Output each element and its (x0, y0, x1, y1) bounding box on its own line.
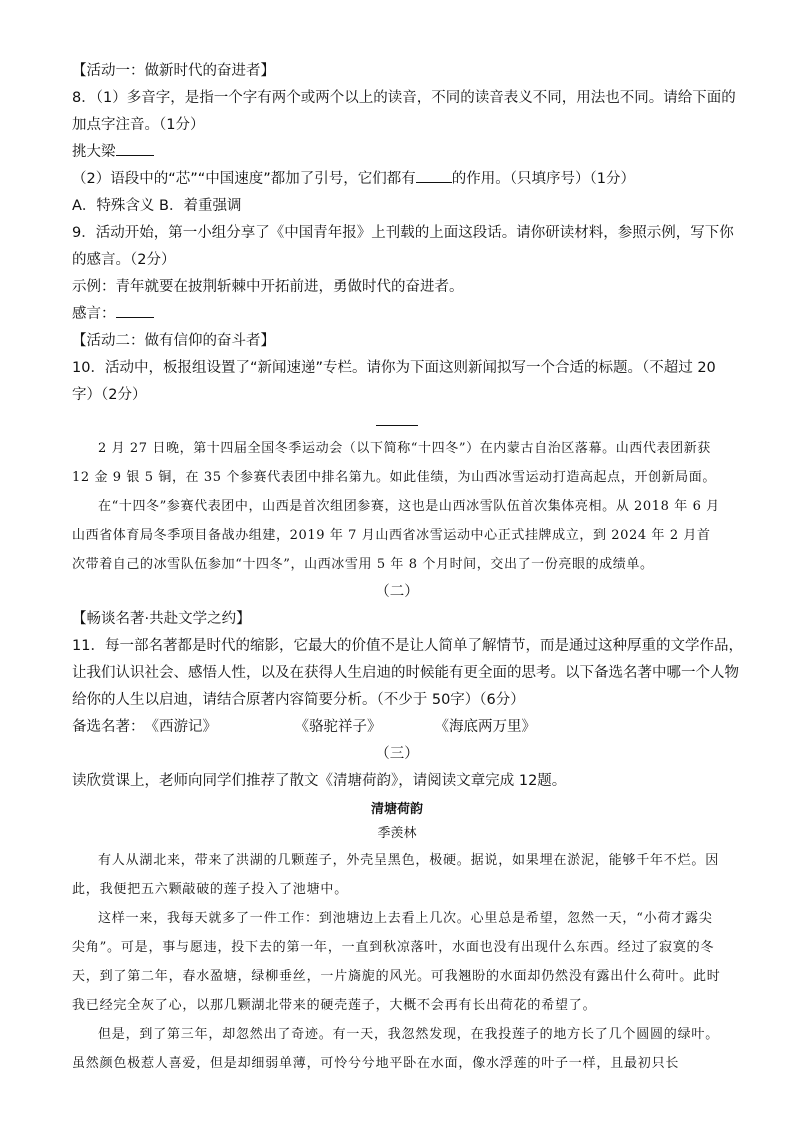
book-choices (72, 714, 722, 741)
q11-line-2: 让我们认识社会、感悟人性，以及在获得人生启迪的时候能有更全面的思考。以下备选名著中哪一个人物 (72, 665, 739, 681)
essay-paragraph-1: 有人从湖北来，带来了洪湖的几颗莲子，外壳呈黑色，极硬。据说，如果埋在淤泥，能够千年不烂。因此，我便把五六颗敲破的莲子投入了池塘中。 (72, 853, 720, 897)
book-option-2: 《骆驼祥子》 (294, 719, 382, 735)
q9-answer-row (72, 301, 722, 328)
q8-part2-suffix: 的作用。（只填序号）（1分） (451, 171, 636, 187)
exam-page (72, 58, 743, 1078)
essay-body (72, 846, 722, 1078)
books-label: 备选名著： (72, 719, 145, 735)
q9-example: 示例：青年就要在披荆斩棘中开拓前进，勇做时代的奋进者。 (72, 279, 464, 295)
q9-text: 9．活动开始，第一小组分享了《中国青年报》上刊载的上面这段话。请你研读材料，参照示例，写下你 (72, 225, 734, 241)
book-option-3: 《海底两万里》 (434, 719, 536, 735)
q8-part1-text: 8．（1）多音字，是指一个字有两个或两个以上的读音，不同的读音表义不同，用法也不同。请给下面的 (72, 90, 736, 106)
q9-text-cont: 的感言。（2分） (72, 252, 176, 268)
section-2-number: （二） (375, 584, 419, 600)
q8-part1-text-cont: 加点字注音。（1分） (72, 117, 205, 133)
q8-word: 挑大梁 (72, 144, 116, 160)
activity2-heading: 【活动二：做有信仰的奋斗者】 (72, 333, 275, 349)
q9-answer-blank[interactable] (116, 303, 154, 318)
news-paragraph-2: 在“十四冬”参赛代表团中，山西是首次组团参赛，这也是山西冰雪队伍首次集体亮相。从 2018 年 6 月山西省体育局冬季项目备战办组建，2019 年 7 月山西省冰雪运动中心正式挂牌成立，到 2024 年 2 月首次带着自己的冰雪队伍参加“十四冬”，山西冰雪用 5 年 8 个月时间，交出了一份亮眼的成绩单。 (72, 499, 720, 572)
q10-text: 10．活动中，板报组设置了“新闻速递”专栏。请你为下面这则新闻拟写一个合适的标题。（不超过 20 (72, 360, 716, 376)
q11-line-1: 11．每一部名著都是时代的缩影，它最大的价值不是让人简单了解情节，而是通过这种厚重的文学作品， (72, 638, 743, 654)
q10-text-cont: 字）（2分） (72, 387, 147, 403)
activity1-heading: 【活动一：做新时代的奋进者】 (72, 63, 275, 79)
news-paragraph-1: 2 月 27 日晚，第十四届全国冬季运动会（以下简称“十四冬”）在内蒙古自治区落幕。山西代表团新获 12 金 9 银 5 铜，在 35 个参赛代表团中排名第九。如此佳绩，为山西冰雪运动打造高起点，开创新局面。 (72, 441, 716, 485)
essay-paragraph-2: 这样一来，我每天就多了一件工作：到池塘边上去看上几次。心里总是希望，忽然一天，“小荷才露尖尖角”。可是，事与愿违，投下去的第一年，一直到秋凉落叶，水面也没有出现什么东西。经过了寂寞的冬天，到了第二年，春水盈塘，绿柳垂丝，一片旖旎的风光。可我翘盼的水面却仍然没有露出什么荷叶。此时我已经完全灰了心，以那几颗湖北带来的硬壳莲子，大概不会再有长出荷花的希望了。 (72, 911, 721, 1013)
book-option-1: 《西游记》 (144, 719, 217, 735)
essay-paragraph-3: 但是，到了第三年，却忽然出了奇迹。有一天，我忽然发现，在我投莲子的地方长了几个圆圆的绿叶。虽然颜色极惹人喜爱，但是却细弱单薄，可怜兮兮地平卧在水面，像水浮莲的叶子一样，且最初只长 (72, 1027, 720, 1071)
q8-answer-blank[interactable] (116, 141, 154, 156)
q8-part2-row (72, 166, 722, 193)
q8-part2-prefix: （2）语段中的“芯”“中国速度”都加了引号，它们都有 (72, 171, 416, 187)
section-3-intro: 读欣赏课上，老师向同学们推荐了散文《清塘荷韵》，请阅读文章完成 12题。 (72, 773, 567, 789)
essay-author: 季羡林 (377, 826, 417, 841)
section-2-heading: 【畅谈名著·共赴文学之约】 (72, 611, 251, 627)
news-article (72, 434, 722, 579)
q8-part2-blank[interactable] (416, 168, 452, 183)
news-title-blank[interactable] (376, 425, 418, 426)
q11-line-3: 给你的人生以启迪，请结合原著内容简要分析。（不少于 50字）（6分） (72, 692, 525, 708)
q8-options: A．特殊含义 B．着重强调 (72, 198, 242, 214)
section-3-number: （三） (375, 746, 419, 762)
q9-answer-label: 感言： (72, 306, 116, 322)
q8-word-row (72, 139, 722, 166)
essay-title: 清塘荷韵 (370, 802, 423, 817)
